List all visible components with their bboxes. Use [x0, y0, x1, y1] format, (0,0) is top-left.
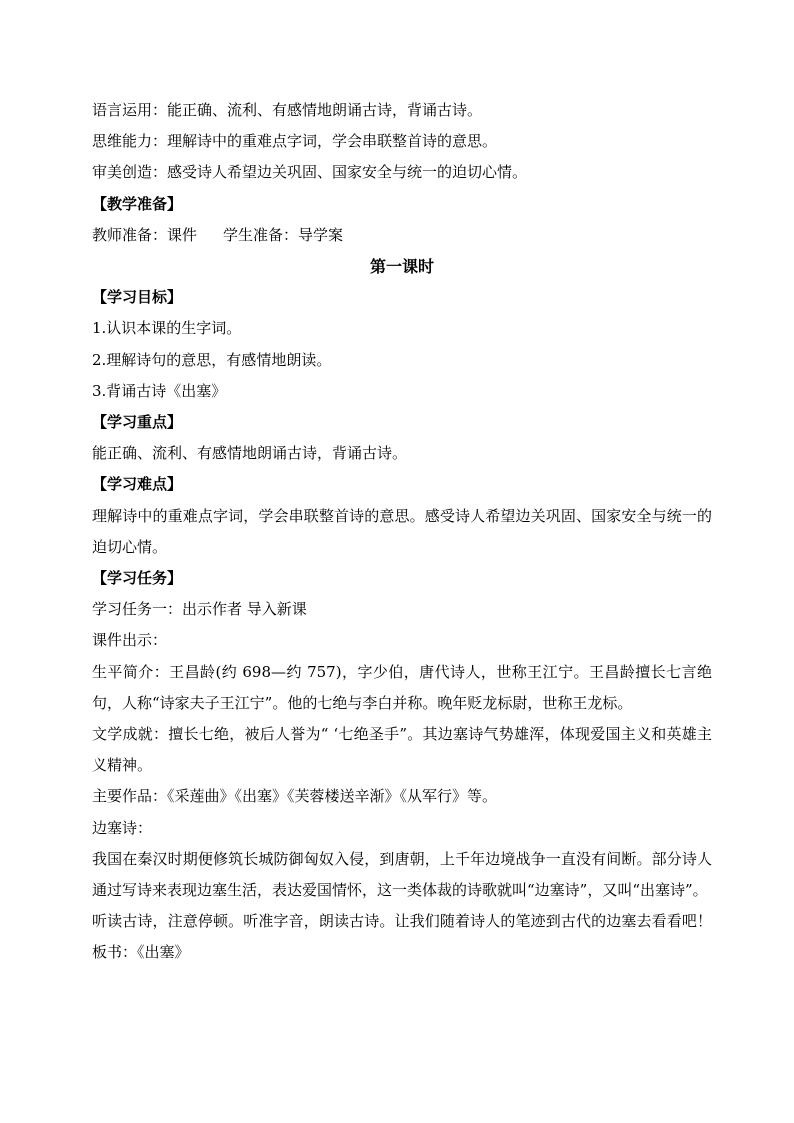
listen-instruction: 听读古诗，注意停顿。听准字音，朗读古诗。让我们随着诗人的笔迹到古代的边塞去看看吧！板书：《出塞》: [92, 912, 712, 962]
difficulties-text: 理解诗中的重难点字词，学会串联整首诗的意思。感受诗人希望边关巩固、国家安全与统一的迫切心情。: [92, 506, 712, 556]
study-goal-item: 3.背诵古诗《出塞》: [92, 381, 227, 400]
author-bio: 生平简介：王昌龄(约 698—约 757)，字少伯，唐代诗人，世称王江宁。王昌龄擅长七言绝句，人称“诗家夫子王江宁”。他的七绝与李白并称。晚年贬龙标尉，世称王龙标。: [92, 662, 712, 712]
goal-thinking: 思维能力：理解诗中的重难点字词，学会串联整首诗的意思。: [92, 132, 498, 151]
study-goals-heading: 【学习目标】: [92, 288, 183, 307]
tasks-heading: 【学习任务】: [92, 569, 183, 588]
key-points-heading: 【学习重点】: [92, 413, 183, 432]
document-page: [92, 95, 712, 969]
courseware-label: 课件出示：: [92, 631, 168, 650]
literary-achievement: 文学成就：擅长七绝，被后人誉为“ ‘七绝圣手”。其边塞诗气势雄浑，体现爱国主义和英雄主义精神。: [92, 725, 712, 775]
task-one: 学习任务一：出示作者 导入新课: [92, 600, 307, 619]
study-goal-item: 1.认识本课的生字词。: [92, 319, 242, 338]
key-points-text: 能正确、流利、有感情地朗诵古诗，背诵古诗。: [92, 444, 408, 463]
teacher-prep: 教师准备：课件: [92, 225, 198, 244]
frontier-poetry-text: 我国在秦汉时期便修筑长城防御匈奴入侵，到唐朝，上千年边境战争一直没有间断。部分诗人通过写诗来表现边塞生活，表达爱国情怀，这一类体裁的诗歌就叫“边塞诗”，又叫“出塞诗”。: [92, 849, 712, 900]
frontier-poetry-label: 边塞诗：: [92, 818, 153, 837]
prep-line: [92, 220, 712, 251]
goal-aesthetic: 审美创造：感受诗人希望边关巩固、国家安全与统一的迫切心情。: [92, 163, 528, 182]
prep-heading: 【教学准备】: [92, 194, 183, 213]
major-works: 主要作品：《采莲曲》《出塞》《芙蓉楼送辛渐》《从军行》等。: [92, 787, 498, 806]
difficulties-heading: 【学习难点】: [92, 475, 183, 494]
lesson-title: 第一课时: [369, 257, 434, 277]
student-prep: 学生准备：导学案: [223, 225, 344, 244]
goal-language: 语言运用：能正确、流利、有感情地朗诵古诗，背诵古诗。: [92, 101, 483, 119]
study-goal-item: 2.理解诗句的意思，有感情地朗读。: [92, 350, 332, 369]
